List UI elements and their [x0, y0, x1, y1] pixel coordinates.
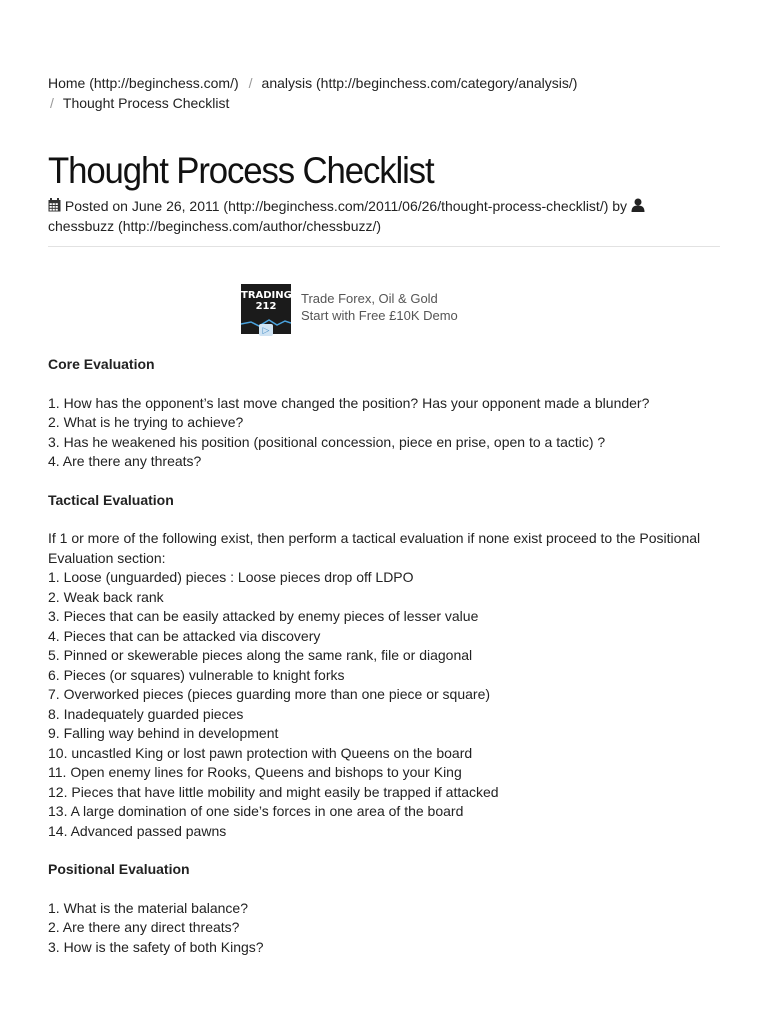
- list-item: 4. Are there any threats?: [48, 453, 202, 469]
- post-meta: [48, 197, 720, 236]
- calendar-icon: [48, 198, 61, 214]
- breadcrumb-home-link[interactable]: Home (http://beginchess.com/): [48, 75, 239, 91]
- list-item: 5. Pinned or skewerable pieces along the same rank, file or diagonal: [48, 647, 473, 663]
- list-item: 8. Inadequately guarded pieces: [48, 705, 244, 722]
- list-item: 3. Has he weakened his position (positional concession, piece en prise, open to a tactic) ?: [48, 433, 606, 450]
- breadcrumb-current: Thought Process Checklist: [62, 94, 230, 111]
- breadcrumb: [48, 74, 720, 113]
- section-title-positional: Positional Evaluation: [48, 861, 190, 877]
- list-item: 3. How is the safety of both Kings?: [48, 938, 264, 955]
- trading212-logo: TRADING 212: [241, 284, 291, 334]
- section-title-tactical: Tactical Evaluation: [48, 491, 174, 508]
- ad-line-2: Start with Free £10K Demo: [301, 308, 458, 323]
- list-item: 12. Pieces that have little mobility and might easily be trapped if attacked: [48, 783, 499, 800]
- list-item: 3. Pieces that can be easily attacked by enemy pieces of lesser value: [48, 608, 479, 624]
- list-item: 13. A large domination of one side’s forces in one area of the board: [48, 803, 464, 819]
- list-item: 9. Falling way behind in development: [48, 725, 279, 741]
- list-item: 1. What is the material balance?: [48, 899, 248, 916]
- breadcrumb-separator: /: [248, 75, 253, 91]
- list-item: 2. Weak back rank: [48, 588, 164, 605]
- positional-evaluation-list: [48, 899, 720, 958]
- list-item: 2. What is he trying to achieve?: [48, 414, 244, 430]
- breadcrumb-separator: /: [50, 94, 54, 111]
- user-icon: [631, 198, 645, 214]
- divider: [48, 246, 720, 247]
- tactical-intro: If 1 or more of the following exist, then perform a tactical evaluation if none exist proceed to the Positional Evaluation section:: [48, 530, 701, 566]
- list-item: 7. Overworked pieces (pieces guarding more than one piece or square): [48, 686, 491, 702]
- ad-text[interactable]: [301, 290, 458, 324]
- posted-date-link[interactable]: Posted on June 26, 2011 (http://beginchess.com/2011/06/26/thought-process-checklist/) by: [64, 198, 628, 214]
- adchoices-icon[interactable]: ▷: [259, 324, 273, 336]
- list-item: 10. uncastled King or lost pawn protection with Queens on the board: [48, 744, 473, 761]
- list-item: 4. Pieces that can be attacked via discovery: [48, 627, 321, 644]
- list-item: 14. Advanced passed pawns: [48, 822, 227, 839]
- page-title: Thought Process Checklist: [48, 150, 434, 191]
- author-link[interactable]: chessbuzz (http://beginchess.com/author/chessbuzz/): [48, 217, 382, 234]
- list-item: 1. Loose (unguarded) pieces : Loose pieces drop off LDPO: [48, 569, 414, 585]
- core-evaluation-list: [48, 394, 720, 472]
- breadcrumb-category-link[interactable]: analysis (http://beginchess.com/category/analysis/): [261, 75, 578, 91]
- tactical-evaluation-list: [48, 568, 720, 841]
- list-item: 2. Are there any direct threats?: [48, 919, 240, 935]
- section-title-core: Core Evaluation: [48, 356, 155, 372]
- list-item: 11. Open enemy lines for Rooks, Queens and bishops to your King: [48, 764, 462, 780]
- ad-line-1: Trade Forex, Oil & Gold: [301, 291, 438, 306]
- advertisement-banner[interactable]: [241, 284, 531, 340]
- list-item: 6. Pieces (or squares) vulnerable to knight forks: [48, 666, 345, 683]
- article: [48, 74, 720, 957]
- list-item: 1. How has the opponent’s last move changed the position? Has your opponent made a blunder?: [48, 394, 650, 411]
